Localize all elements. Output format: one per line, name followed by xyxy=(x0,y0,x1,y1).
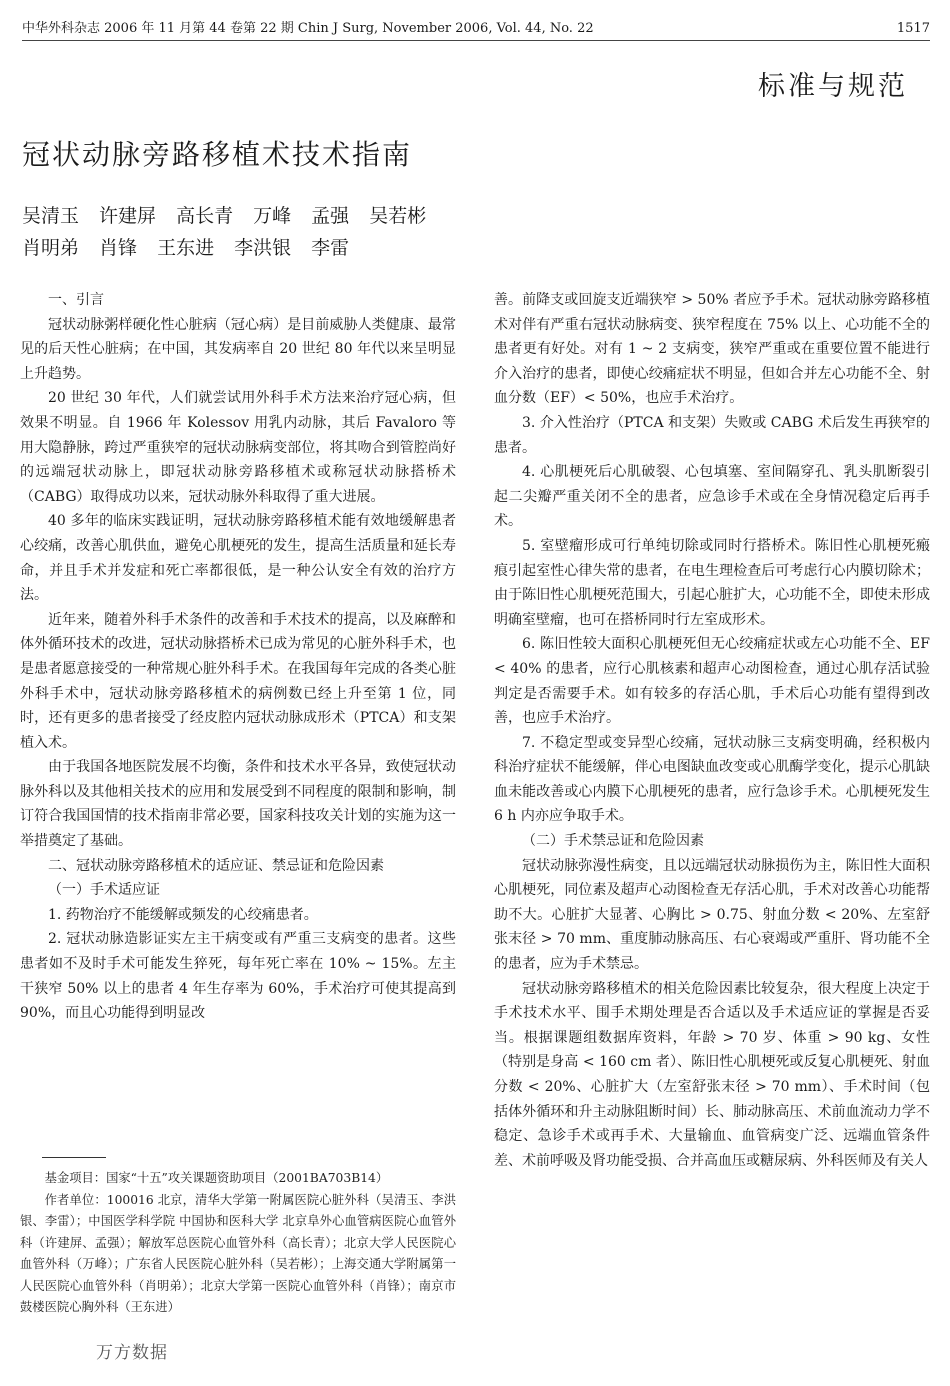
left-column xyxy=(20,288,456,1026)
list-item: 7. 不稳定型或变异型心绞痛，冠状动脉三支病变明确，经积极内科治疗症状不能缓解，伴心电图缺血改变或心肌酶学变化，提示心肌缺血未能改善或心内膜下心肌梗死的患者，应行急诊手术。心肌梗死发生 6 h 内亦应争取手术。 xyxy=(494,734,930,825)
running-head xyxy=(22,18,930,41)
list-item: 3. 介入性治疗（PTCA 和支架）失败或 CABG 术后发生再狭窄的患者。 xyxy=(494,414,930,456)
watermark: 万方数据 xyxy=(96,1343,168,1363)
paragraph: 40 多年的临床实践证明，冠状动脉旁路移植术能有效地缓解患者心绞痛，改善心肌供血，避免心肌梗死的发生，提高生活质量和延长寿命，并且手术并发症和死亡率都很低，是一种公认安全有效的治疗方法。 xyxy=(20,513,456,604)
section-label: 标准与规范 xyxy=(758,71,908,102)
right-column xyxy=(494,288,930,1173)
journal-citation: 中华外科杂志 2006 年 11 月第 44 卷第 22 期 Chin J Surg, November 2006, Vol. 44, No. 22 xyxy=(22,21,594,36)
paragraph: 由于我国各地医院发展不均衡，条件和技术水平各异，致使冠状动脉外科以及其他相关技术的应用和发展受到不同程度的限制和影响，制订符合我国国情的技术指南非常必要，国家科技攻关计划的实施为这一举措奠定了基础。 xyxy=(20,759,456,850)
footnote-funding: 基金项目：国家“十五”攻关课题资助项目（2001BA703B14） xyxy=(44,1171,389,1185)
list-item: 2. 冠状动脉造影证实左主干病变或有严重三支病变的患者。这些患者如不及时手术可能发生猝死，每年死亡率在 10% ~ 15%。左主干狭窄 50% 以上的患者 4 年生存率为 60%，手术治疗可使其提高到 90%，而且心功能得到明显改 xyxy=(20,931,456,1022)
list-item: 6. 陈旧性较大面积心肌梗死但无心绞痛症状或左心功能不全、EF < 40% 的患者，应行心肌核素和超声心动图检查，通过心肌存活试验判定是否需要手术。如有较多的存活心肌，手术后心功能有望得到改善，也应手术治疗。 xyxy=(494,636,930,727)
paragraph: 冠状动脉粥样硬化性心脏病（冠心病）是目前威胁人类健康、最常见的后天性心脏病；在中国，其发病率自 20 世纪 80 年代以来呈明显上升趋势。 xyxy=(20,316,456,382)
paragraph: 冠状动脉旁路移植术的相关危险因素比较复杂，很大程度上决定于手术技术水平、围手术期处理是否合适以及手术适应证的掌握是否妥当。根据课题组数据库资料，年龄 > 70 岁、体重 > 90 kg、女性（特别是身高 < 160 cm 者）、陈旧性心肌梗死或反复心肌梗死、射血分数 < 20%、心脏扩大（左室舒张末径 > 70 mm）、手术时间（包括体外循环和升主动脉阻断时间）长、肺动脉高压、术前血流动力学不稳定、急诊手术或再手术、大量输血、血管病变广泛、远端血管条件差、术前呼吸及肾功能受损、合并高血压或糖尿病、外科医师及有关人 xyxy=(494,980,930,1169)
author-line-2: 肖明弟 肖锋 王东进 李洪银 李雷 xyxy=(22,237,350,259)
paragraph: 20 世纪 30 年代，人们就尝试用外科手术方法来治疗冠心病，但效果不明显。自 1966 年 Kolessov 用乳内动脉，其后 Favaloro 等用大隐静脉，跨过严重狭窄的冠状动脉病变部位，将其吻合到管腔尚好的远端冠状动脉上，即冠状动脉旁路移植术或称冠状动脉搭桥术（CABG）取得成功以来，冠状动脉外科取得了重大进展。 xyxy=(20,390,456,505)
heading-introduction: 一、引言 xyxy=(48,292,104,308)
author-line-1: 吴清玉 许建屏 高长青 万峰 孟强 吴若彬 xyxy=(22,205,427,227)
footnote-affiliations: 作者单位：100016 北京，清华大学第一附属医院心脏外科（吴清玉、李洪银、李雷）；中国医学科学院 中国协和医科大学 北京阜外心血管病医院心血管外科（许建屏、孟强）；解放军总医院心血管外科（高长青）；北京大学人民医院心血管外科（万峰）；广东省人民医院心脏外科（吴若彬）；上海交通大学附属第一人民医院心血管外科（肖明弟）；北京大学第一医院心血管外科（肖锋）；南京市鼓楼医院心胸外科（王东进） xyxy=(20,1192,456,1314)
article-title: 冠状动脉旁路移植术技术指南 xyxy=(22,138,413,171)
paragraph: 近年来，随着外科手术条件的改善和手术技术的提高，以及麻醉和体外循环技术的改进，冠状动脉搭桥术已成为常见的心脏外科手术，也是患者愿意接受的一种常规心脏外科手术。在我国每年完成的各类心脏外科手术中，冠状动脉旁路移植术的病例数已经上升至第 1 位，同时，还有更多的患者接受了经皮腔内冠状动脉成形术（PTCA）和支架植入术。 xyxy=(20,611,456,751)
list-item: 5. 室壁瘤形成可行单纯切除或同时行搭桥术。陈旧性心肌梗死瘢痕引起室性心律失常的患者，在电生理检查后可考虑行心内膜切除术；由于陈旧性心肌梗死范围大，引起心脏扩大，心功能不全，即使未形成明确室壁瘤，也可在搭桥同时行左室成形术。 xyxy=(494,537,930,628)
heading-section-2: 二、冠状动脉旁路移植术的适应证、禁忌证和危险因素 xyxy=(48,857,384,874)
footnotes xyxy=(20,1168,456,1319)
heading-indications: （一）手术适应证 xyxy=(48,882,160,899)
author-list xyxy=(22,200,426,264)
page-number: 1517 xyxy=(896,21,930,36)
paragraph: 冠状动脉弥漫性病变，且以远端冠状动脉损伤为主，陈旧性大面积心肌梗死，同位素及超声心动图检查无存活心肌，手术对改善心功能帮助不大。心脏扩大显著、心胸比 > 0.75、射血分数 < 20%、左室舒张末径 > 70 mm、重度肺动脉高压、右心衰竭或严重肝、肾功能不全的患者，应为手术禁忌。 xyxy=(494,857,930,973)
list-item: 1. 药物治疗不能缓解或频发的心绞痛患者。 xyxy=(48,906,318,923)
footnote-divider xyxy=(42,1157,106,1158)
list-item: 4. 心肌梗死后心肌破裂、心包填塞、室间隔穿孔、乳头肌断裂引起二尖瓣严重关闭不全的患者，应急诊手术或在全身情况稳定后再手术。 xyxy=(494,464,930,530)
paragraph-continued: 善。前降支或回旋支近端狭窄 > 50% 者应予手术。冠状动脉旁路移植术对伴有严重右冠状动脉病变、狭窄程度在 75% 以上、心功能不全的患者更有好处。对有 1 ~ 2 支病变，狭窄严重或在重要位置不能进行介入治疗的患者，即使心绞痛症状不明显，但如合并左心功能不全、射血分数（EF）< 50%，也应手术治疗。 xyxy=(494,292,930,407)
heading-contraindications: （二）手术禁忌证和危险因素 xyxy=(522,833,704,850)
